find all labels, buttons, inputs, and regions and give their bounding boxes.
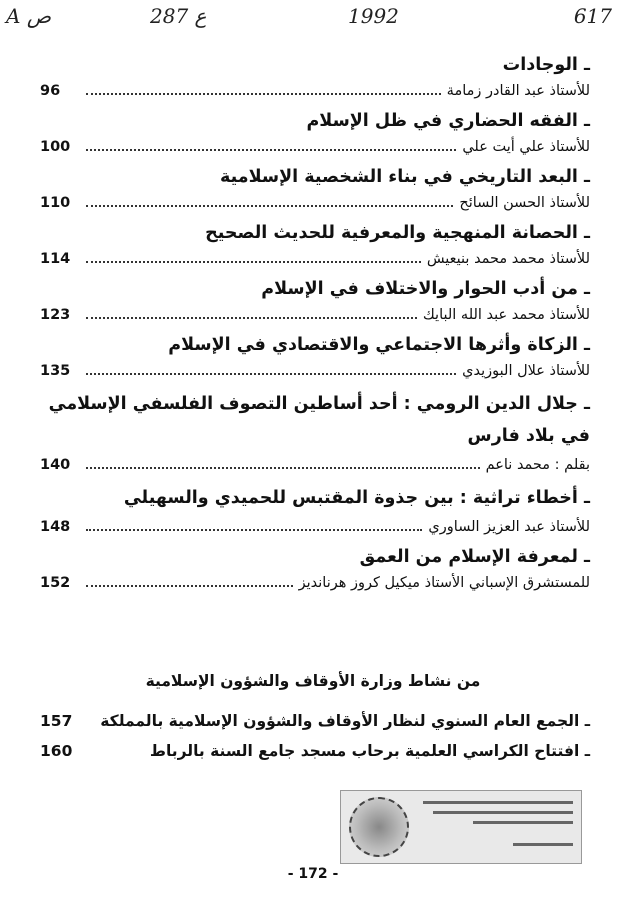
handwritten-note-right: 617 [573,4,612,28]
toc-entry [40,332,590,384]
handwritten-note-left: A ص [6,4,51,28]
toc-entry-author: للأستاذ الحسن السائح [459,195,590,211]
toc-entry-author: للأستاذ محمد محمد بنيعيش [426,251,590,267]
activity-title: ـ الجمع العام السنوي لنظار الأوقاف والشؤون الإسلامية بالمملكة [100,712,590,730]
leader-dots [86,585,293,587]
toc-entry [40,52,590,104]
leader-dots [86,261,421,263]
toc-author-line [40,246,590,272]
leader-dots [86,373,456,375]
toc-entry-page: 123 [40,307,71,323]
toc-entry-author: للأستاذ علال البوزيدي [462,363,590,379]
toc-entry-title: ـ الزكاة وأثرها الاجتماعي والاقتصادي في الإسلام [168,335,590,355]
toc-entry-author: للمستشرق الإسباني الأستاذ ميكيل كروز هرنانديز [298,575,590,591]
leader-dots [86,205,453,207]
toc-entry-page: 135 [40,363,71,379]
list-item [40,736,590,766]
toc-author-line [40,190,590,216]
toc-entry-title: ـ جلال الدين الرومي : أحد أساطين التصوف الفلسفي الإسلامي في بلاد فارس [48,394,590,446]
toc-entry-author: بقلم : محمد ناعم [485,457,590,473]
toc-entry-title: ـ الحصانة المنهجية والمعرفية للحديث الصحيح [205,223,590,243]
activity-page: 157 [40,712,73,730]
toc-entry [40,482,590,540]
toc-author-line [40,134,590,160]
leader-dots [86,317,417,319]
activity-page: 160 [40,742,73,760]
leader-dots [86,149,456,151]
toc-entry [40,544,590,596]
section-heading: من نشاط وزارة الأوقاف والشؤون الإسلامية [145,672,481,690]
ministry-activities-list [40,706,590,766]
toc-entry [40,220,590,272]
toc-author-line [40,570,590,596]
table-of-contents [40,52,590,600]
toc-author-line [40,514,590,540]
page-number: - 172 - [287,866,339,882]
toc-entry-title: ـ لمعرفة الإسلام من العمق [359,547,590,567]
toc-entry-author: للأستاذ محمد عبد الله البايك [422,307,590,323]
toc-entry-author: للأستاذ عبد العزيز الساوري [428,519,590,535]
toc-entry-title: ـ البعد التاريخي في بناء الشخصية الإسلامية [220,167,590,187]
toc-entry-page: 110 [40,195,71,211]
toc-entry [40,164,590,216]
toc-entry [40,108,590,160]
toc-entry-page: 140 [40,457,71,473]
toc-entry-page: 114 [40,251,71,267]
activity-title: ـ افتتاح الكراسي العلمية برحاب مسجد جامع السنة بالرباط [149,742,590,760]
seal-icon [349,797,409,857]
library-stamp [340,790,582,864]
leader-dots [86,529,422,531]
toc-entry-page: 152 [40,575,71,591]
toc-entry-title: ـ من أدب الحوار والاختلاف في الإسلام [261,279,590,299]
toc-author-line [40,302,590,328]
handwritten-note-year: 1992 [348,4,399,28]
toc-entry-title: ـ الوجادات [502,55,590,75]
toc-entry-author: للأستاذ عبد القادر زمامة [446,83,590,99]
toc-author-line [40,78,590,104]
list-item [40,706,590,736]
handwritten-note-issue: ع 287 [150,4,207,28]
toc-entry-page: 96 [40,83,61,99]
leader-dots [86,93,441,95]
toc-entry-author: للأستاذ علي أيت علي [462,139,590,155]
toc-entry-title: ـ أخطاء تراثية : بين جذوة المقتبس للحميدي والسهيلي [123,488,590,508]
toc-entry-page: 148 [40,519,71,535]
toc-entry [40,388,590,478]
toc-author-line [40,452,590,478]
toc-entry-page: 100 [40,139,71,155]
toc-entry-title: ـ الفقه الحضاري في ظل الإسلام [306,111,590,131]
toc-author-line [40,358,590,384]
leader-dots [86,467,480,469]
toc-entry [40,276,590,328]
